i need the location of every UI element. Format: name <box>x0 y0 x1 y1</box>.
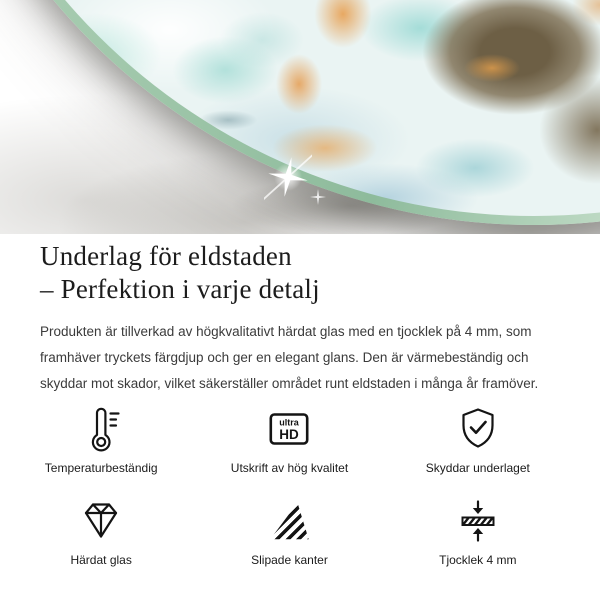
shield-check-icon <box>456 406 500 452</box>
ultra-hd-icon <box>267 406 311 452</box>
feature-label: Slipade kanter <box>251 553 328 567</box>
feature-label: Skyddar underlaget <box>425 461 530 475</box>
feature-label: Tjocklek 4 mm <box>439 553 517 567</box>
diamond-icon <box>79 498 123 544</box>
thermometer-icon <box>79 406 123 452</box>
page-title-line1: Underlag för eldstaden <box>40 241 292 271</box>
sparkle-icon <box>264 153 312 201</box>
product-image <box>0 0 600 234</box>
page-title <box>40 240 560 306</box>
ultra-hd-badge-top: ultra <box>279 417 300 428</box>
feature-item-polished-edges <box>195 498 383 568</box>
feature-label: Utskrift av hög kvalitet <box>230 461 349 475</box>
product-description-text: Produkten är tillverkad av högkvalitativt härdat glas med en tjocklek på 4 mm, som framhäver tryckets färgdjup och ger en elegant glans. Den är värmebeständig och skyddar mot skador, vilket säkerställer området runt eldstaden i många år framöver. <box>40 324 539 391</box>
ultra-hd-badge-bottom: HD <box>279 427 300 442</box>
page-title-line2: – Perfektion i varje detalj <box>40 274 320 304</box>
feature-item-tempered-glass <box>7 498 195 568</box>
sparkle-small-icon <box>310 189 326 205</box>
feature-item-thickness <box>384 498 572 568</box>
thickness-4mm-icon <box>456 498 500 544</box>
feature-grid <box>7 406 572 568</box>
feature-item-protects <box>384 406 572 476</box>
feature-label: Temperaturbeständig <box>44 461 158 475</box>
feature-item-print-quality <box>195 406 383 476</box>
product-description-section <box>0 240 600 568</box>
feature-label: Härdat glas <box>70 553 132 567</box>
beveled-edges-icon <box>269 498 309 544</box>
feature-item-temperature <box>7 406 195 476</box>
